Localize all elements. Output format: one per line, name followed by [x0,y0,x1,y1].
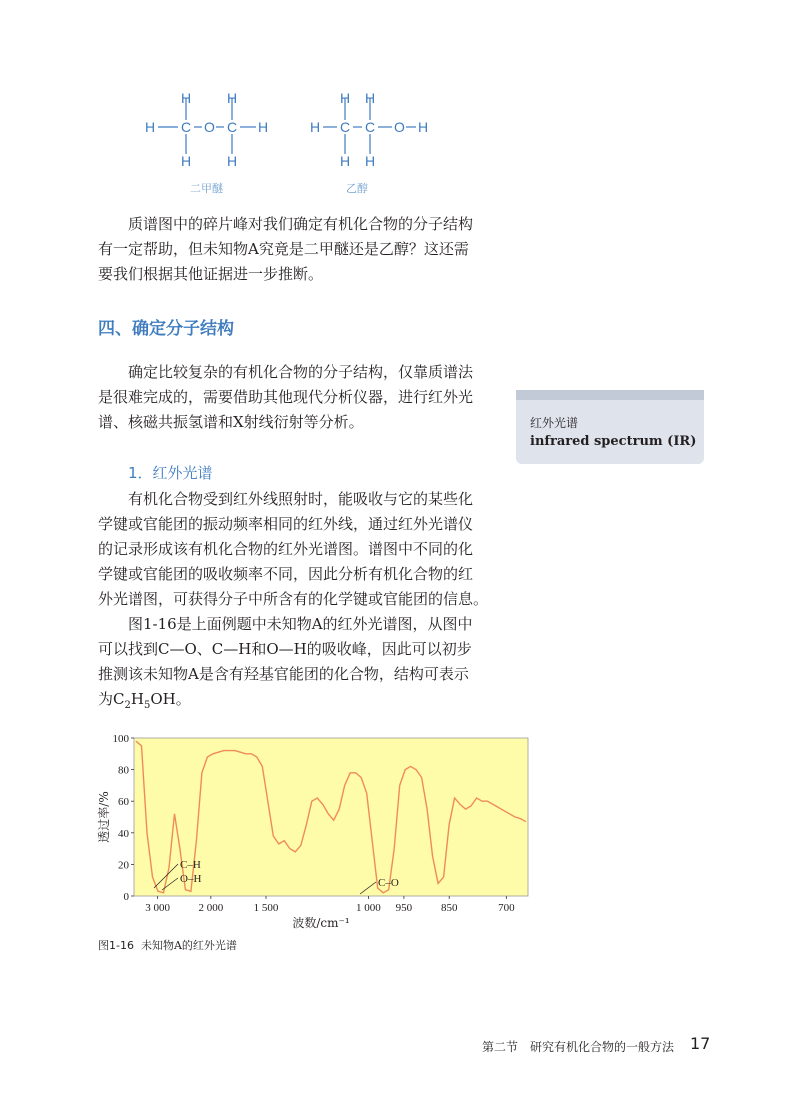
formula-sub: 2 [124,700,131,711]
atom-h: H [365,90,376,106]
annotation-ch: C–H [180,859,201,871]
x-tick-label: 700 [498,902,515,914]
text-line: 要我们根据其他证据进一步推断。 [98,265,324,283]
atom-c: C [365,119,376,135]
footer-section: 第二节 研究有机化合物的一般方法 [482,1040,675,1054]
y-tick-label: 40 [118,827,129,840]
x-tick-label: 3 000 [145,902,171,914]
atom-h: H [181,90,192,106]
glossary-bar [516,390,704,400]
structural-formulas [130,88,450,168]
dimethyl-ether-structure [145,90,268,168]
text-line: 可以找到C—O、C—H和O—H的吸收峰，因此可以初步 [98,640,472,658]
figure-number: 图1-16 [98,939,134,952]
text-line: 图1-16是上面例题中未知物A的红外光谱图，从图中 [128,615,473,633]
y-tick-label: 80 [118,764,129,777]
subsection-title: 1．红外光谱 [128,464,213,482]
section-title: 四、确定分子结构 [98,319,234,339]
paragraph-ir-intro [98,487,498,612]
x-tick-label: 2 000 [198,902,224,914]
figure-caption-text: 未知物A的红外光谱 [140,939,237,952]
figure-caption [98,937,237,953]
paragraph-figure-ref [98,612,498,718]
atom-c: C [227,119,238,135]
y-tick-label: 0 [123,891,129,903]
atom-c: C [181,119,192,135]
glossary-term-zh: 红外光谱 [530,416,579,430]
formula-part: 为C [98,690,125,708]
text-line: 的记录形成该有机化合物的红外光谱图。谱图中不同的化 [98,540,474,558]
ir-spectrum-chart [96,730,536,930]
atom-h: H [181,153,192,168]
ethanol-label: 乙醇 [346,182,368,195]
text-line: 有机化合物受到红外线照射时，能吸收与它的某些化 [128,490,474,508]
atom-h: H [365,153,376,168]
ethanol-structure [310,90,428,168]
text-line: 是很难完成的，需要借助其他现代分析仪器，进行红外光 [98,388,474,406]
atom-c: C [340,119,351,135]
atom-h: H [418,119,429,135]
formula-sub: 5 [143,700,151,711]
y-tick-label: 20 [118,859,129,872]
x-tick-label: 950 [395,902,413,914]
atom-h: H [227,153,238,168]
atom-h: H [340,153,351,168]
x-axis-label: 波数/cm⁻¹ [292,916,350,930]
x-tick-label: 1 500 [253,902,279,914]
atom-h: H [145,119,156,135]
text-line: 学键或官能团的振动频率相同的红外线，通过红外光谱仪 [98,515,474,533]
annotation-oh: O–H [180,873,202,885]
atom-h: H [310,119,321,135]
x-tick-label: 850 [440,902,458,914]
y-tick-label: 60 [118,796,129,809]
text-line: 学键或官能团的吸收频率不同，因此分析有机化合物的红 [98,565,474,583]
atom-h: H [227,90,238,106]
text-line [98,687,498,718]
y-tick-label: 100 [112,733,129,745]
formula-part: OH。 [150,690,191,708]
atom-o: O [394,119,405,135]
atom-h: H [258,119,269,135]
y-axis-label: 透过率/% [97,791,111,843]
glossary-term-en: infrared spectrum (IR) [530,434,697,449]
text-line: 质谱图中的碎片峰对我们确定有机化合物的分子结构 [128,215,474,233]
x-tick-label: 1 000 [356,902,381,914]
atom-o: O [204,119,215,135]
page-number: 17 [690,1034,711,1053]
text-line: 推测该未知物A是含有羟基官能团的化合物，结构可表示 [98,665,469,683]
paragraph-structure [98,360,498,435]
atom-h: H [340,90,351,106]
ether-label: 二甲醚 [190,182,223,195]
annotation-co: C–O [378,877,399,889]
text-line: 外光谱图，可获得分子中所含有的化学键或官能团的信息。 [98,590,489,608]
glossary-box [516,390,704,464]
text-line: 确定比较复杂的有机化合物的分子结构，仅靠质谱法 [128,363,474,381]
paragraph-mass-spec [98,212,498,287]
text-line: 有一定帮助，但未知物A究竟是二甲醚还是乙醇？这还需 [98,240,469,258]
formula-part: H [130,690,144,708]
text-line: 谱、核磁共振氢谱和X射线衍射等分析。 [98,413,364,431]
